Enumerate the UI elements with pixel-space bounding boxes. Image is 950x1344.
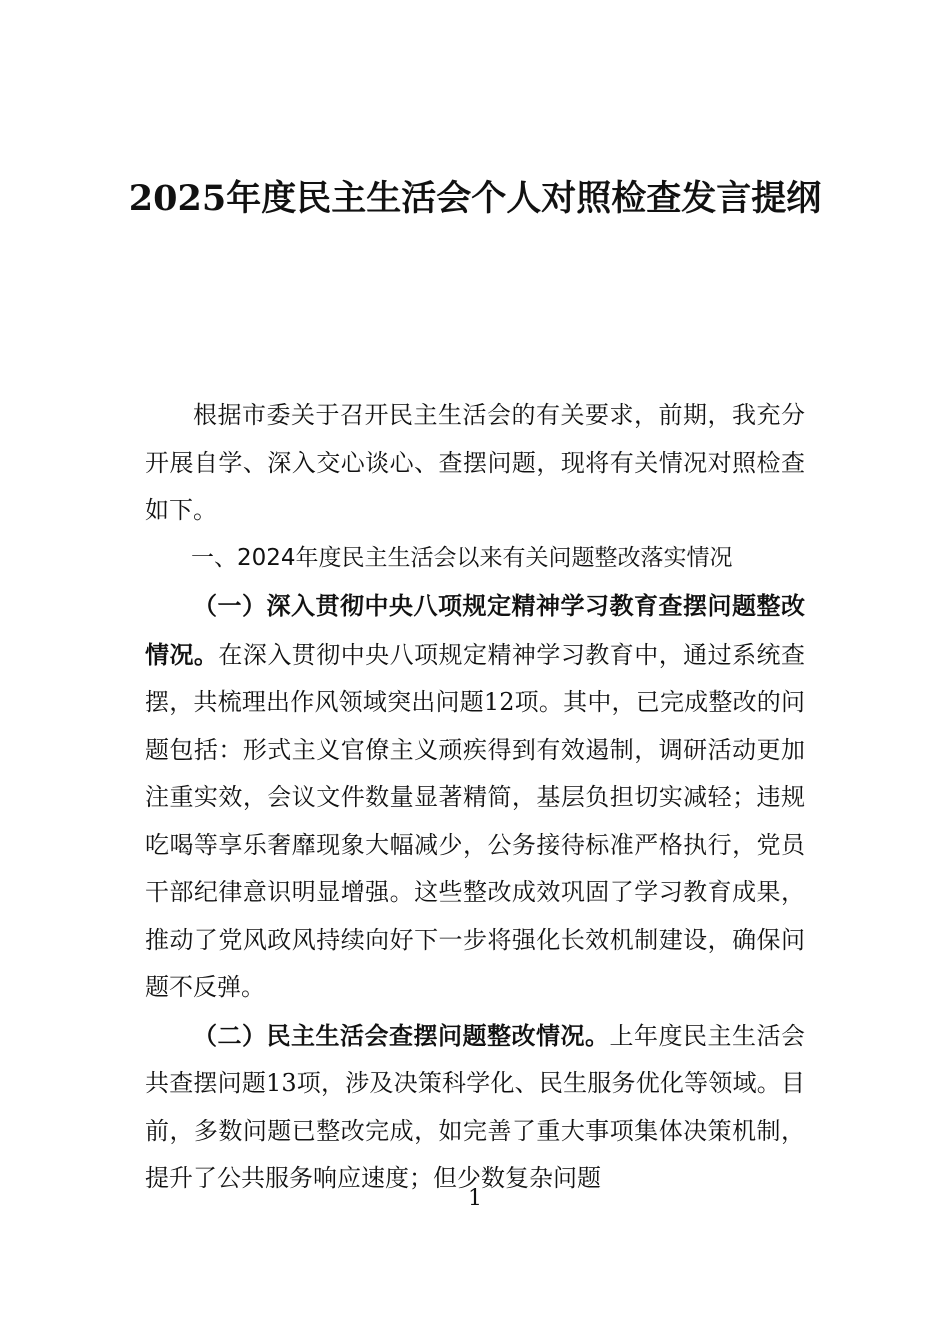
document-title: 2025年度民主生活会个人对照检查发言提纲 <box>128 178 822 219</box>
document-body <box>145 392 805 1203</box>
page-number: 1 <box>468 1186 482 1211</box>
subsection-1-heading: （一）深入贯彻中央八项规定精神学习教育查摆问题整改情况。 <box>145 591 805 669</box>
subsection-2-body: 上年度民主生活会共查摆问题13项，涉及决策科学化、民生服务优化等领域。目前，多数问题已整改完成，如完善了重大事项集体决策机制，提升了公共服务响应速度；但少数复杂问题 <box>145 1021 805 1192</box>
subsection-1-body: 在深入贯彻中央八项规定精神学习教育中，通过系统查摆，共梳理出作风领域突出问题12项。其中，已完成整改的问题包括：形式主义官僚主义顽疾得到有效遏制，调研活动更加注重实效，会议文件数量显著精简，基层负担切实减轻；违规吃喝等享乐奢靡现象大幅减少，公务接待标准严格执行，党员干部纪律意识明显增强。这些整改成效巩固了学习教育成果，推动了党风政风持续向好下一步将强化长效机制建设，确保问题不反弹。 <box>145 640 806 1001</box>
subsection-2-heading: （二）民主生活会查摆问题整改情况。 <box>193 1020 610 1050</box>
section-heading: 一、2024年度民主生活会以来有关问题整改落实情况 <box>191 544 733 571</box>
intro-paragraph: 根据市委关于召开民主生活会的有关要求，前期，我充分开展自学、深入交心谈心、查摆问题，现将有关情况对照检查如下。 <box>145 401 805 524</box>
subsection-2-paragraph <box>145 1012 805 1203</box>
subsection-1-paragraph <box>145 582 805 1012</box>
